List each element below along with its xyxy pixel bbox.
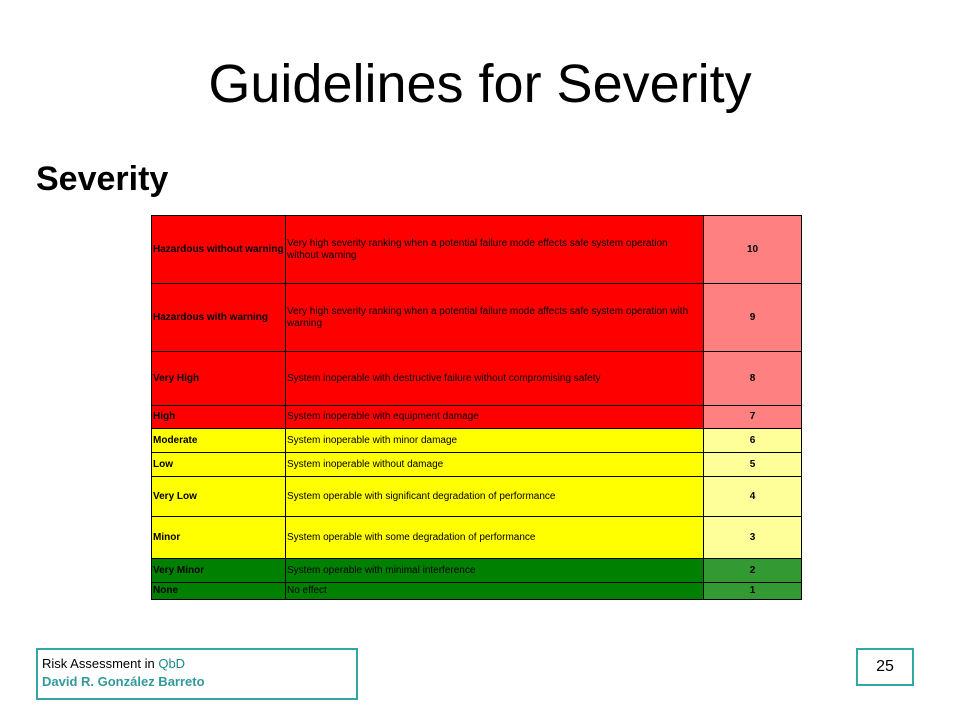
- severity-level-cell: Hazardous without warning: [152, 216, 286, 284]
- severity-level-cell: Very High: [152, 352, 286, 406]
- severity-description-cell: System inoperable with equipment damage: [286, 406, 704, 429]
- severity-level-cell: Hazardous with warning: [152, 284, 286, 352]
- page-number: 25: [856, 648, 914, 686]
- table-row: [152, 559, 802, 583]
- severity-description-cell: System inoperable with minor damage: [286, 429, 704, 453]
- severity-table-body: [152, 216, 802, 600]
- severity-description-cell: System inoperable with destructive failure without compromising safety: [286, 352, 704, 406]
- severity-description-cell: Very high severity ranking when a potential failure mode effects safe system operation without warning: [286, 216, 704, 284]
- severity-level-cell: High: [152, 406, 286, 429]
- severity-description-cell: System inoperable without damage: [286, 453, 704, 477]
- table-row: [152, 583, 802, 600]
- severity-rank-cell: 1: [704, 583, 802, 600]
- severity-description-cell: System operable with some degradation of performance: [286, 517, 704, 559]
- severity-rank-cell: 8: [704, 352, 802, 406]
- table-row: [152, 429, 802, 453]
- severity-rank-cell: 10: [704, 216, 802, 284]
- severity-rank-cell: 7: [704, 406, 802, 429]
- footer-author: David R. González Barreto: [42, 674, 205, 689]
- severity-rank-cell: 9: [704, 284, 802, 352]
- slide-title: Guidelines for Severity: [208, 54, 752, 114]
- severity-rank-cell: 5: [704, 453, 802, 477]
- severity-level-cell: Very Minor: [152, 559, 286, 583]
- footer-course-title: [42, 655, 356, 673]
- table-row: [152, 477, 802, 517]
- severity-level-cell: None: [152, 583, 286, 600]
- severity-description-cell: System operable with significant degradation of performance: [286, 477, 704, 517]
- footer-course-qbd: QbD: [158, 656, 186, 671]
- table-row: [152, 453, 802, 477]
- table-row: [152, 352, 802, 406]
- severity-description-cell: Very high severity ranking when a potential failure mode affects safe system operation with warning: [286, 284, 704, 352]
- footer-course-box: [36, 648, 358, 700]
- section-heading: Severity: [36, 160, 169, 198]
- severity-level-cell: Moderate: [152, 429, 286, 453]
- severity-rank-cell: 4: [704, 477, 802, 517]
- severity-level-cell: Very Low: [152, 477, 286, 517]
- severity-level-cell: Low: [152, 453, 286, 477]
- table-row: [152, 216, 802, 284]
- table-row: [152, 406, 802, 429]
- severity-level-cell: Minor: [152, 517, 286, 559]
- table-row: [152, 517, 802, 559]
- severity-description-cell: No effect: [286, 583, 704, 600]
- footer-course-prefix: Risk Assessment in: [42, 656, 159, 671]
- severity-table: [151, 215, 802, 600]
- severity-rank-cell: 6: [704, 429, 802, 453]
- severity-rank-cell: 2: [704, 559, 802, 583]
- severity-description-cell: System operable with minimal interference: [286, 559, 704, 583]
- severity-rank-cell: 3: [704, 517, 802, 559]
- table-row: [152, 284, 802, 352]
